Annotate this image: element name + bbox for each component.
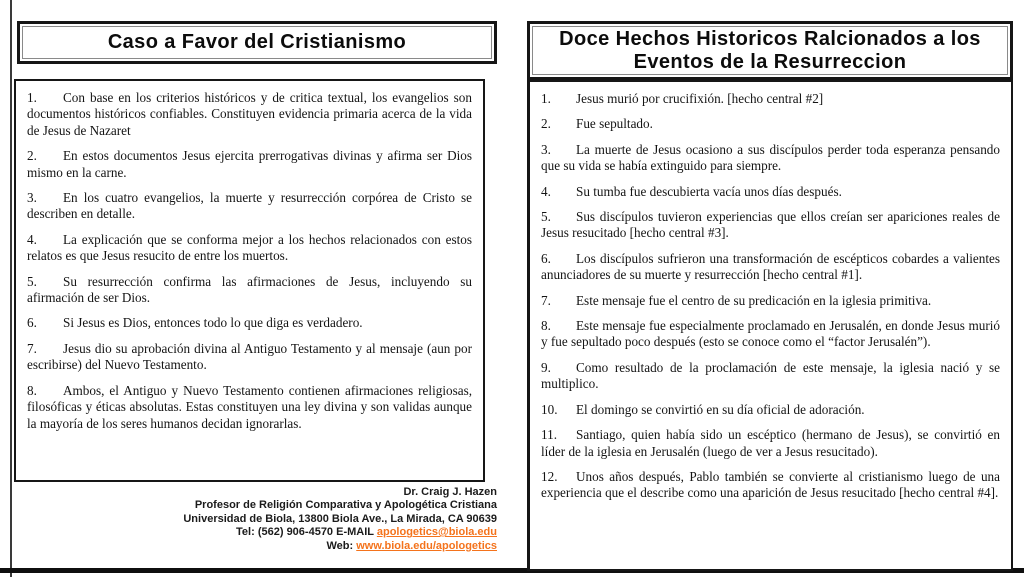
list-item: [27, 274, 472, 307]
list-item: [541, 91, 1000, 107]
list-item: [27, 90, 472, 139]
list-item: [541, 184, 1000, 200]
item-text: Su tumba fue descubierta vacía unos días después.: [576, 183, 842, 199]
item-number: 9.: [541, 359, 551, 375]
list-item: [541, 427, 1000, 460]
list-item: [541, 209, 1000, 242]
list-item: [27, 341, 472, 374]
item-number: 1.: [541, 91, 551, 106]
left-panel-title-box: [17, 21, 497, 64]
item-number: 4.: [27, 231, 37, 247]
item-number: 6.: [27, 315, 37, 331]
contact-web-line: [0, 540, 497, 553]
contact-role: Profesor de Religión Comparativa y Apologética Cristiana: [194, 499, 497, 512]
list-item: [541, 251, 1000, 284]
left-panel-content-box: [14, 79, 485, 482]
item-number: 5.: [541, 209, 551, 225]
list-item: [541, 142, 1000, 175]
list-item: [27, 232, 472, 265]
contact-address: Universidad de Biola, 13800 Biola Ave., La Mirada, CA 90639: [183, 512, 497, 525]
contact-tel-label: Tel: (562) 906-4570 E-MAIL: [236, 526, 377, 539]
item-text: Este mensaje fue el centro de su predicación en la iglesia primitiva.: [576, 292, 932, 308]
right-panel-title-line1: Doce Hechos Historicos Ralcionados a los: [559, 27, 981, 50]
right-panel-title-box: [527, 21, 1013, 80]
item-number: 7.: [541, 292, 551, 308]
item-text: Como resultado de la proclamación de este mensaje, la iglesia nació y se multiplico.: [541, 359, 1000, 392]
item-number: 4.: [541, 183, 551, 199]
contact-tel-line: [0, 526, 497, 539]
item-number: 10.: [541, 401, 558, 417]
item-number: 8.: [541, 318, 551, 334]
email-link[interactable]: apologetics@biola.edu: [376, 526, 497, 539]
right-panel-content-box: [527, 79, 1013, 571]
item-number: 3.: [27, 190, 37, 206]
right-panel-title-box-inner: [532, 26, 1008, 75]
contact-name: Dr. Craig J. Hazen: [403, 486, 497, 498]
contact-web-label: Web:: [326, 539, 357, 552]
item-text: Jesus dio su aprobación divina al Antiguo Testamento y al mensaje (aun por escribirse) del Nuevo Testamento.: [27, 340, 472, 373]
item-number: 12.: [541, 468, 558, 484]
item-text: Los discípulos sufrieron una transformación de escépticos cobardes a valientes anunciadores de su muerte y resurrección [hecho central #1].: [541, 250, 1000, 283]
item-text: Fue sepultado.: [576, 116, 653, 132]
item-text: Santiago, quien había sido un escéptico (hermano de Jesus), se convirtió en líder de la iglesia en Jerusalén (luego de ver a Jesus resucitado).: [541, 427, 1000, 459]
item-text: Con base en los criterios históricos y de critica textual, los evangelios son documentos históricos confiables. Constituyen evidencia primaria acerca de la vida de Jesus de Nazaret: [27, 90, 472, 138]
item-text: Si Jesus es Dios, entonces todo lo que diga es verdadero.: [63, 315, 363, 331]
list-item: [541, 318, 1000, 351]
item-text: Este mensaje fue especialmente proclamado en Jerusalén, en donde Jesus murió y fue sepultado poco después (esto se conoce como el “factor Jerusalén”).: [541, 318, 1000, 350]
item-number: 5.: [27, 273, 37, 289]
list-item: [541, 360, 1000, 393]
item-number: 1.: [27, 90, 37, 105]
item-text: Su resurrección confirma las afirmaciones de Jesus, incluyendo su afirmación de ser Dios.: [27, 273, 472, 306]
item-text: En estos documentos Jesus ejercita prerrogativas divinas y afirma ser Dios mismo en la carne.: [27, 148, 472, 180]
contact-block: [0, 486, 497, 553]
list-item: [27, 190, 472, 223]
item-number: 3.: [541, 141, 551, 157]
item-text: Ambos, el Antiguo y Nuevo Testamento contienen afirmaciones religiosas, filosóficas y éticas absolutas. Estas constituyen una ley divina y son validas aunque la mayoría de los seres humanos decidan ignorarlas.: [27, 382, 472, 431]
item-text: Sus discípulos tuvieron experiencias que ellos creían ser apariciones reales de Jesus resucitado [hecho central #3].: [541, 209, 1000, 241]
list-item: [541, 402, 1000, 418]
item-number: 11.: [541, 427, 557, 443]
left-panel-title-box-inner: [22, 26, 492, 59]
item-number: 2.: [27, 148, 37, 164]
list-item: [27, 315, 472, 331]
item-number: 2.: [541, 116, 551, 132]
item-text: En los cuatro evangelios, la muerte y resurrección corpórea de Cristo se describen en detalle.: [27, 190, 472, 222]
item-text: El domingo se convirtió en su día oficial de adoración.: [576, 401, 865, 417]
web-link[interactable]: www.biola.edu/apologetics: [356, 539, 497, 552]
list-item: [541, 469, 1000, 502]
item-number: 6.: [541, 250, 551, 266]
list-item: [541, 116, 1000, 132]
item-text: La explicación que se conforma mejor a los hechos relacionados con estos relatos es que Jesus resucito de entre los muertos.: [27, 231, 472, 264]
list-item: [27, 383, 472, 432]
list-item: [541, 293, 1000, 309]
list-item: [27, 148, 472, 181]
left-panel-title: Caso a Favor del Cristianismo: [107, 31, 407, 53]
item-text: Jesus murió por crucifixión. [hecho central #2]: [576, 91, 824, 106]
item-number: 7.: [27, 340, 37, 356]
item-text: Unos años después, Pablo también se convierte al cristianismo luego de una experiencia que el describe como una aparición de Jesus resucitado [hecho central #4].: [541, 468, 1000, 501]
item-text: La muerte de Jesus ocasiono a sus discípulos perder toda esperanza pensando que su vida se había extinguido para siempre.: [541, 141, 1000, 174]
item-number: 8.: [27, 382, 37, 398]
right-panel-title-line2: Eventos de la Resurreccion: [633, 50, 907, 73]
